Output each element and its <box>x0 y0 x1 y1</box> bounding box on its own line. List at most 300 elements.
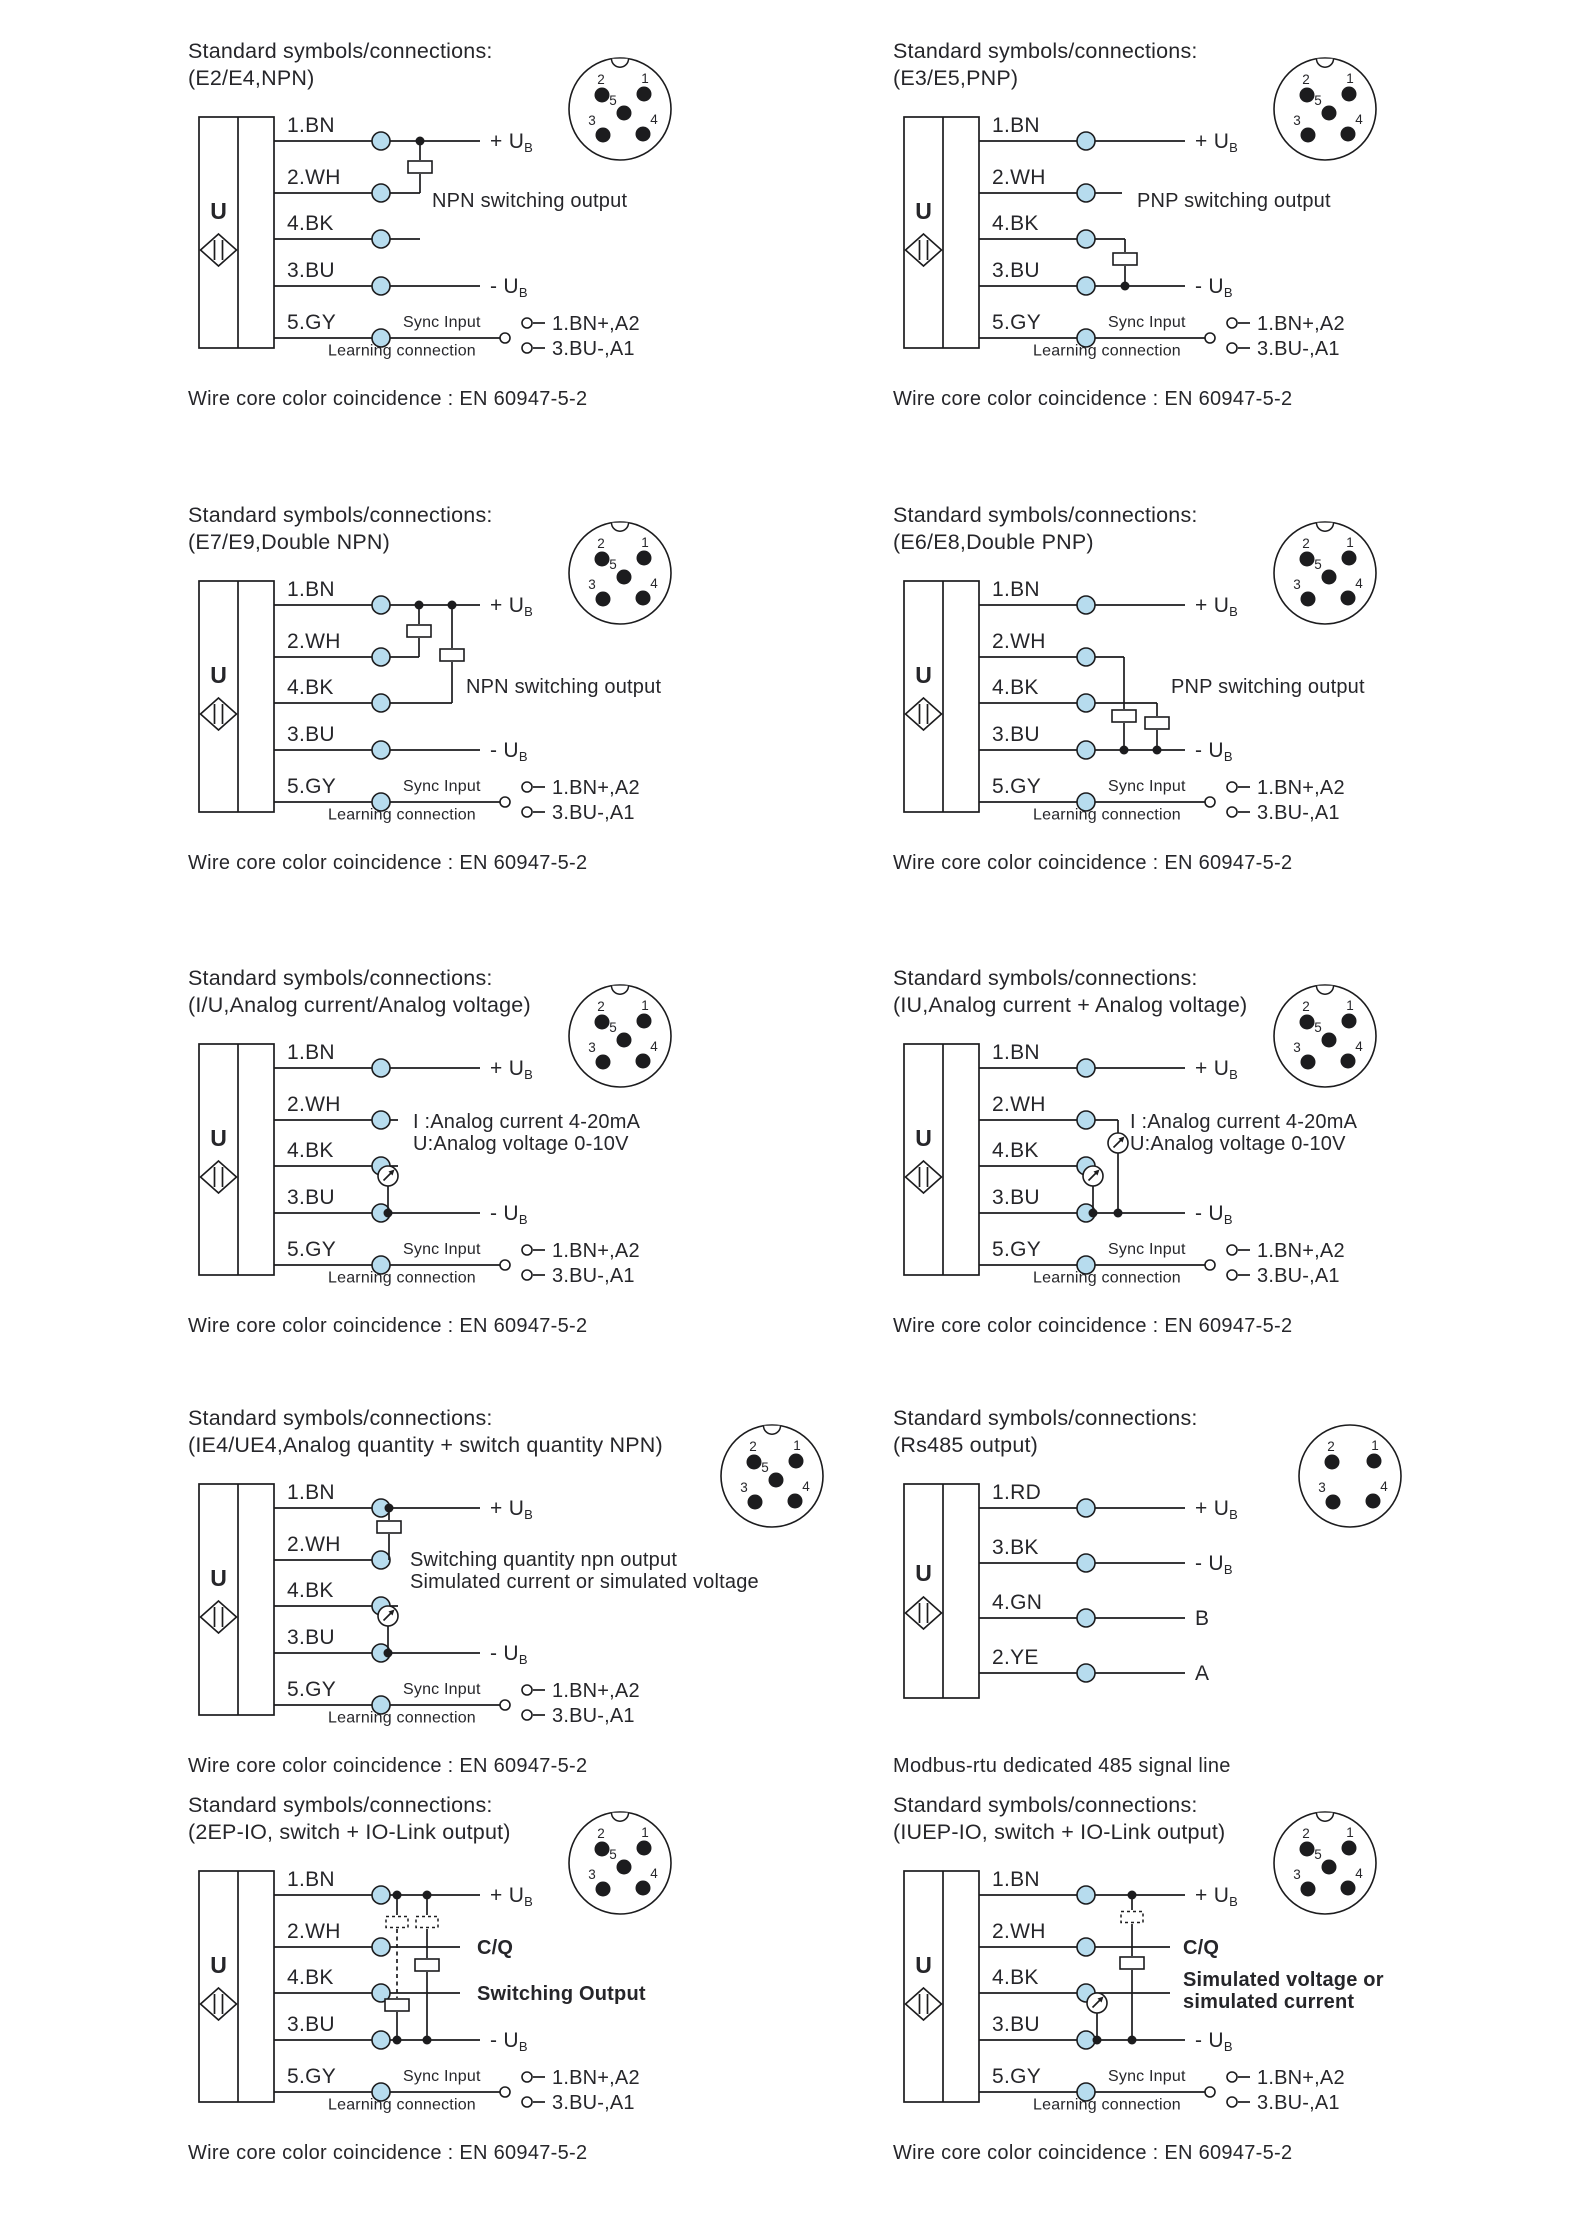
learning-connection-label: Learning connection <box>1033 1269 1181 1287</box>
target-open-terminal <box>1227 1245 1237 1255</box>
terminal-text: + U <box>490 130 525 153</box>
resistor-icon <box>415 1959 439 1971</box>
wire-label: 4.BK <box>287 212 334 235</box>
connector-pin-number: 5 <box>1314 557 1322 572</box>
wire-label: 1.BN <box>287 1868 335 1891</box>
diagram-subtitle: (E7/E9,Double NPN) <box>188 530 390 554</box>
diagram-iuep-io <box>893 1792 1533 2232</box>
wire-terminal-label <box>490 1642 528 1667</box>
sync-input-label: Sync Input <box>403 314 481 331</box>
connector-pin-dot <box>596 1882 611 1897</box>
sensor-box <box>904 581 979 812</box>
pin-contact-circle <box>1077 1059 1095 1077</box>
junction-dot <box>1120 746 1129 755</box>
wire-label: 3.BU <box>992 2013 1040 2036</box>
output-label: Simulated voltage or <box>1183 1969 1384 1991</box>
connector-pin-number: 4 <box>1355 576 1363 591</box>
wire-label: 4.BK <box>287 676 334 699</box>
connector-pin-number: 1 <box>641 535 649 550</box>
diagram-title: Standard symbols/connections: <box>893 39 1198 63</box>
diagram-2ep-io <box>188 1792 828 2232</box>
target-open-terminal <box>522 782 532 792</box>
connector-pin-number: 2 <box>1302 536 1310 551</box>
connector-face-icon <box>1295 1421 1405 1531</box>
sync-target-label: 1.BN+,A2 <box>552 1240 640 1262</box>
diagram-title: Standard symbols/connections: <box>893 1406 1198 1430</box>
connector-pin-number: 5 <box>761 1460 769 1475</box>
diagram-title: Standard symbols/connections: <box>893 503 1198 527</box>
resistor-dashed-icon <box>416 1917 438 1928</box>
diagram-title: Standard symbols/connections: <box>188 1406 493 1430</box>
connector-pin-dot <box>596 592 611 607</box>
target-open-terminal <box>522 2072 532 2082</box>
diagram-subtitle: (I/U,Analog current/Analog voltage) <box>188 993 531 1017</box>
connector-pin-number: 4 <box>1355 1039 1363 1054</box>
sync-open-terminal <box>500 333 510 343</box>
diagram-e3-e5-pnp <box>893 38 1533 478</box>
pin-contact-circle <box>1077 1664 1095 1682</box>
connector-pin-dot <box>636 1881 651 1896</box>
terminal-text: + U <box>1195 1497 1230 1520</box>
sensor-box <box>199 1044 274 1275</box>
sync-target-label: 1.BN+,A2 <box>1257 313 1345 335</box>
target-open-terminal <box>1227 318 1237 328</box>
terminal-text: + U <box>490 1884 525 1907</box>
terminal-subscript: B <box>518 1652 528 1667</box>
connector-pin-number: 4 <box>650 1866 658 1881</box>
wire-terminal-label <box>1195 1057 1238 1082</box>
sensor-u-label: U <box>210 1125 227 1151</box>
learning-connection-label: Learning connection <box>328 806 476 824</box>
wire-label: 1.BN <box>992 1868 1040 1891</box>
diagram-subtitle: (IE4/UE4,Analog quantity + switch quantity NPN) <box>188 1433 663 1457</box>
wire-label: 5.GY <box>287 1678 337 1701</box>
connector-pin-dot <box>769 1473 784 1488</box>
junction-dot <box>384 1649 393 1658</box>
sensor-box <box>199 117 274 348</box>
wire-label: 4.BK <box>992 212 1039 235</box>
wire-label: 3.BK <box>992 1536 1039 1559</box>
diagram-e6-e8-double-pnp <box>893 502 1533 942</box>
connector-pin-number: 1 <box>1346 71 1354 86</box>
sensor-u-label: U <box>210 1565 227 1591</box>
wire-label: 2.WH <box>992 630 1046 653</box>
wire-terminal-label <box>490 275 528 300</box>
connector-pin-dot <box>1342 1841 1357 1856</box>
wire-label: 5.GY <box>287 775 337 798</box>
wire-label: 3.BU <box>287 1186 335 1209</box>
pin-contact-circle <box>1077 1886 1095 1904</box>
connector-pin-number: 1 <box>641 71 649 86</box>
wire-terminal-label <box>1195 1497 1238 1522</box>
wire-label: 1.BN <box>992 114 1040 137</box>
connector-pin-dot <box>595 1842 610 1857</box>
wire-label: 5.GY <box>992 1238 1042 1261</box>
wire-terminal-label <box>1195 1662 1209 1685</box>
connector-pin-dot <box>1341 1054 1356 1069</box>
output-label: NPN switching output <box>432 190 628 212</box>
wire-label: 2.YE <box>992 1646 1039 1669</box>
connector-pin-dot <box>1366 1494 1381 1509</box>
connector-pin-dot <box>596 1055 611 1070</box>
terminal-text: + U <box>1195 130 1230 153</box>
sync-target-label: 3.BU-,A1 <box>552 338 635 360</box>
output-label: simulated current <box>1183 1991 1355 2013</box>
connector-pin-number: 4 <box>650 112 658 127</box>
sensor-box <box>904 1871 979 2102</box>
sensor-box <box>199 581 274 812</box>
output-label: C/Q <box>1183 1937 1220 1959</box>
junction-dot <box>423 2036 432 2045</box>
target-open-terminal <box>522 1685 532 1695</box>
terminal-subscript: B <box>1223 285 1233 300</box>
standard-note: Wire core color coincidence : EN 60947-5-2 <box>893 388 1293 410</box>
sync-target-label: 3.BU-,A1 <box>552 2092 635 2114</box>
connector-pin-dot <box>636 1054 651 1069</box>
diagram-subtitle: (IUEP-IO, switch + IO-Link output) <box>893 1820 1226 1844</box>
sensor-u-label: U <box>210 198 227 224</box>
pin-contact-circle <box>1077 694 1095 712</box>
sync-open-terminal <box>500 1700 510 1710</box>
terminal-text: - U <box>490 1202 519 1225</box>
output-label: U:Analog voltage 0-10V <box>1130 1133 1346 1155</box>
connector-pin-number: 3 <box>588 1867 596 1882</box>
sync-target-label: 1.BN+,A2 <box>1257 2067 1345 2089</box>
terminal-subscript: B <box>524 1507 534 1522</box>
sensor-box <box>904 117 979 348</box>
sync-target-label: 1.BN+,A2 <box>552 313 640 335</box>
target-open-terminal <box>1227 782 1237 792</box>
sync-target-label: 1.BN+,A2 <box>552 1680 640 1702</box>
pin-contact-circle <box>372 1059 390 1077</box>
diagram-subtitle: (E2/E4,NPN) <box>188 66 315 90</box>
terminal-subscript: B <box>524 1067 534 1082</box>
connector-pin-number: 1 <box>641 1825 649 1840</box>
connector-pin-number: 1 <box>1346 1825 1354 1840</box>
resistor-icon <box>408 161 432 173</box>
connector-pin-number: 1 <box>1371 1438 1379 1453</box>
diagram-title: Standard symbols/connections: <box>188 39 493 63</box>
sync-open-terminal <box>500 797 510 807</box>
standard-note: Wire core color coincidence : EN 60947-5-2 <box>893 852 1293 874</box>
connector-pin-number: 4 <box>1380 1479 1388 1494</box>
target-open-terminal <box>522 807 532 817</box>
standard-note: Wire core color coincidence : EN 60947-5-2 <box>893 1315 1293 1337</box>
terminal-text: + U <box>1195 1884 1230 1907</box>
wiring-diagram <box>188 1023 788 1301</box>
wire-label: 5.GY <box>992 775 1042 798</box>
sync-input-label: Sync Input <box>1108 778 1186 795</box>
terminal-text: - U <box>490 2029 519 2052</box>
wire-label: 2.WH <box>992 1920 1046 1943</box>
sync-target-label: 3.BU-,A1 <box>1257 338 1340 360</box>
standard-note: Wire core color coincidence : EN 60947-5-2 <box>188 1315 588 1337</box>
pin-contact-circle <box>372 132 390 150</box>
connector-pin-number: 4 <box>802 1479 810 1494</box>
target-open-terminal <box>1227 1270 1237 1280</box>
connector-pin-dot <box>1322 1860 1337 1875</box>
connector-pin-number: 4 <box>650 576 658 591</box>
connector-pin-dot <box>1341 1881 1356 1896</box>
connector-pin-dot <box>617 106 632 121</box>
diagram-subtitle: (2EP-IO, switch + IO-Link output) <box>188 1820 511 1844</box>
connector-face-icon <box>1270 981 1380 1091</box>
output-label: I :Analog current 4-20mA <box>413 1111 641 1133</box>
connector-pin-dot <box>636 127 651 142</box>
wire-terminal-label <box>490 739 528 764</box>
target-open-terminal <box>522 1710 532 1720</box>
wire-label: 4.BK <box>992 1966 1039 1989</box>
diagram-title: Standard symbols/connections: <box>893 1793 1198 1817</box>
wire-terminal-label <box>490 594 533 619</box>
sync-open-terminal <box>500 1260 510 1270</box>
connector-pin-number: 5 <box>609 557 617 572</box>
connector-face-icon <box>565 1808 675 1918</box>
wire-label: 5.GY <box>287 311 337 334</box>
wire-terminal-label <box>490 1057 533 1082</box>
connector-face-icon <box>565 981 675 1091</box>
wire-label: 3.BU <box>992 259 1040 282</box>
wire-terminal-label <box>1195 2029 1233 2054</box>
connector-pin-dot <box>617 570 632 585</box>
terminal-subscript: B <box>524 604 534 619</box>
terminal-subscript: B <box>1229 140 1239 155</box>
wire-label: 2.WH <box>992 1093 1046 1116</box>
connector-pin-dot <box>1301 1055 1316 1070</box>
resistor-dashed-icon <box>1121 1912 1143 1923</box>
wire-label: 1.BN <box>287 114 335 137</box>
learning-connection-label: Learning connection <box>1033 342 1181 360</box>
connector-pin-number: 5 <box>1314 93 1322 108</box>
resistor-icon <box>440 649 464 661</box>
wire-label: 3.BU <box>992 1186 1040 1209</box>
sync-input-label: Sync Input <box>1108 1241 1186 1258</box>
output-label: Switching quantity npn output <box>410 1549 678 1571</box>
connector-pin-dot <box>596 128 611 143</box>
connector-pin-dot <box>1301 592 1316 607</box>
wire-label: 1.RD <box>992 1481 1042 1504</box>
wire-label: 5.GY <box>992 2065 1042 2088</box>
pin-contact-circle <box>1077 230 1095 248</box>
junction-dot <box>1128 2036 1137 2045</box>
connector-pin-dot <box>1341 127 1356 142</box>
sync-open-terminal <box>1205 2087 1215 2097</box>
connector-pin-dot <box>1300 1842 1315 1857</box>
connector-pin-dot <box>617 1860 632 1875</box>
connector-pin-number: 2 <box>597 72 605 87</box>
target-open-terminal <box>1227 2097 1237 2107</box>
wire-label: 4.BK <box>992 1139 1039 1162</box>
pin-contact-circle <box>1077 648 1095 666</box>
terminal-subscript: B <box>518 2039 528 2054</box>
terminal-text: + U <box>1195 594 1230 617</box>
pin-contact-circle <box>1077 1609 1095 1627</box>
wire-label: 5.GY <box>287 1238 337 1261</box>
connector-pin-dot <box>747 1455 762 1470</box>
connector-pin-dot <box>1301 1882 1316 1897</box>
sync-target-label: 1.BN+,A2 <box>1257 777 1345 799</box>
connector-pin-dot <box>1367 1454 1382 1469</box>
sync-input-label: Sync Input <box>403 1241 481 1258</box>
connector-pin-number: 2 <box>1302 72 1310 87</box>
pin-contact-circle <box>1077 1938 1095 1956</box>
terminal-subscript: B <box>1229 604 1239 619</box>
connector-pin-dot <box>636 591 651 606</box>
pin-contact-circle <box>372 694 390 712</box>
diagram-subtitle: (E3/E5,PNP) <box>893 66 1019 90</box>
output-label: NPN switching output <box>466 676 662 698</box>
learning-connection-label: Learning connection <box>328 342 476 360</box>
sensor-u-label: U <box>210 662 227 688</box>
terminal-text: B <box>1195 1607 1210 1630</box>
connector-pin-number: 2 <box>1302 999 1310 1014</box>
diagram-e2-e4-npn <box>188 38 828 478</box>
sync-target-label: 3.BU-,A1 <box>1257 1265 1340 1287</box>
connector-pin-number: 1 <box>1346 535 1354 550</box>
connector-pin-dot <box>789 1454 804 1469</box>
connector-pin-dot <box>1342 1014 1357 1029</box>
connector-pin-number: 5 <box>609 1847 617 1862</box>
connector-pin-number: 2 <box>597 536 605 551</box>
sync-target-label: 3.BU-,A1 <box>552 1265 635 1287</box>
wire-label: 5.GY <box>287 2065 337 2088</box>
connector-pin-dot <box>637 1014 652 1029</box>
connector-pin-number: 3 <box>588 113 596 128</box>
sensor-box <box>904 1484 979 1698</box>
sync-target-label: 1.BN+,A2 <box>552 2067 640 2089</box>
wiring-diagram <box>893 96 1493 374</box>
connector-pin-dot <box>595 88 610 103</box>
wire-label: 2.WH <box>287 1093 341 1116</box>
pin-contact-circle <box>372 741 390 759</box>
sensor-u-label: U <box>915 198 932 224</box>
pin-contact-circle <box>372 2031 390 2049</box>
sync-target-label: 3.BU-,A1 <box>552 1705 635 1727</box>
terminal-subscript: B <box>524 140 534 155</box>
sensor-box <box>199 1871 274 2102</box>
connector-pin-number: 1 <box>641 998 649 1013</box>
pin-contact-circle <box>372 1111 390 1129</box>
pin-contact-circle <box>372 648 390 666</box>
wire-terminal-label <box>1195 1884 1238 1909</box>
diagram-rs485 <box>893 1405 1533 1845</box>
wiring-diagram <box>188 96 788 374</box>
target-open-terminal <box>522 2097 532 2107</box>
pin-contact-circle <box>1077 1111 1095 1129</box>
wire-label: 4.GN <box>992 1591 1043 1614</box>
wire-terminal-label <box>1195 1202 1233 1227</box>
sync-input-label: Sync Input <box>403 2068 481 2085</box>
sensor-u-label: U <box>915 1560 932 1586</box>
wiring-diagram <box>188 1463 788 1741</box>
junction-dot <box>1089 1209 1098 1218</box>
wire-label: 4.BK <box>287 1579 334 1602</box>
connector-pin-dot <box>748 1495 763 1510</box>
diagram-e7-e9-double-npn <box>188 502 828 942</box>
connector-pin-dot <box>637 87 652 102</box>
sensor-u-label: U <box>915 1125 932 1151</box>
resistor-icon <box>407 625 431 637</box>
learning-connection-label: Learning connection <box>1033 2096 1181 2114</box>
connector-outline <box>1299 1425 1401 1527</box>
wire-label: 2.WH <box>287 1920 341 1943</box>
connector-pin-dot <box>637 1841 652 1856</box>
connector-pin-number: 2 <box>597 999 605 1014</box>
standard-note: Wire core color coincidence : EN 60947-5-2 <box>188 2142 588 2164</box>
output-label: Simulated current or simulated voltage <box>410 1571 759 1593</box>
connector-face-icon <box>565 518 675 628</box>
pin-contact-circle <box>1077 277 1095 295</box>
connector-pin-number: 4 <box>1355 1866 1363 1881</box>
terminal-text: + U <box>1195 1057 1230 1080</box>
sensor-u-label: U <box>210 1952 227 1978</box>
junction-dot <box>1093 2036 1102 2045</box>
diagram-title: Standard symbols/connections: <box>188 1793 493 1817</box>
target-open-terminal <box>522 318 532 328</box>
pin-contact-circle <box>1077 2031 1095 2049</box>
output-label: C/Q <box>477 1937 514 1959</box>
resistor-icon <box>1145 717 1169 729</box>
wire-terminal-label <box>1195 594 1238 619</box>
terminal-text: - U <box>1195 275 1224 298</box>
wire-terminal-label <box>490 130 533 155</box>
terminal-subscript: B <box>518 285 528 300</box>
connector-pin-number: 3 <box>1293 1040 1301 1055</box>
diagram-title: Standard symbols/connections: <box>893 966 1198 990</box>
wire-terminal-label <box>1195 1552 1233 1577</box>
wire-label: 3.BU <box>287 1626 335 1649</box>
connector-pin-number: 2 <box>1302 1826 1310 1841</box>
diagram-title: Standard symbols/connections: <box>188 503 493 527</box>
wiring-diagram <box>893 1850 1493 2128</box>
terminal-text: - U <box>490 739 519 762</box>
target-open-terminal <box>522 1245 532 1255</box>
wire-terminal-label <box>1195 1607 1209 1630</box>
wire-terminal-label <box>1195 275 1233 300</box>
pin-contact-circle <box>1077 1499 1095 1517</box>
diagram-iu-analog <box>893 965 1533 1405</box>
wire-label: 3.BU <box>287 723 335 746</box>
connector-pin-number: 5 <box>609 1020 617 1035</box>
learning-connection-label: Learning connection <box>328 2096 476 2114</box>
connector-pin-number: 5 <box>609 93 617 108</box>
sensor-box <box>199 1484 274 1715</box>
wire-terminal-label <box>490 1497 533 1522</box>
wiring-diagram <box>188 1850 788 2128</box>
terminal-subscript: B <box>518 749 528 764</box>
diagram-i-u-analog <box>188 965 828 1405</box>
terminal-subscript: B <box>1223 1212 1233 1227</box>
connector-pin-number: 5 <box>1314 1847 1322 1862</box>
connector-pin-dot <box>1322 1033 1337 1048</box>
resistor-dashed-icon <box>386 1917 408 1928</box>
connector-pin-dot <box>617 1033 632 1048</box>
terminal-subscript: B <box>518 1212 528 1227</box>
wire-label: 1.BN <box>287 578 335 601</box>
terminal-text: + U <box>490 1497 525 1520</box>
standard-note: Wire core color coincidence : EN 60947-5-2 <box>893 2142 1293 2164</box>
terminal-subscript: B <box>1223 749 1233 764</box>
pin-contact-circle <box>1077 132 1095 150</box>
pin-contact-circle <box>1077 596 1095 614</box>
pin-contact-circle <box>372 1938 390 1956</box>
terminal-text: - U <box>490 275 519 298</box>
sync-input-label: Sync Input <box>403 778 481 795</box>
terminal-subscript: B <box>1229 1067 1239 1082</box>
sync-open-terminal <box>1205 797 1215 807</box>
connector-pin-dot <box>1326 1495 1341 1510</box>
connector-pin-dot <box>1300 1015 1315 1030</box>
